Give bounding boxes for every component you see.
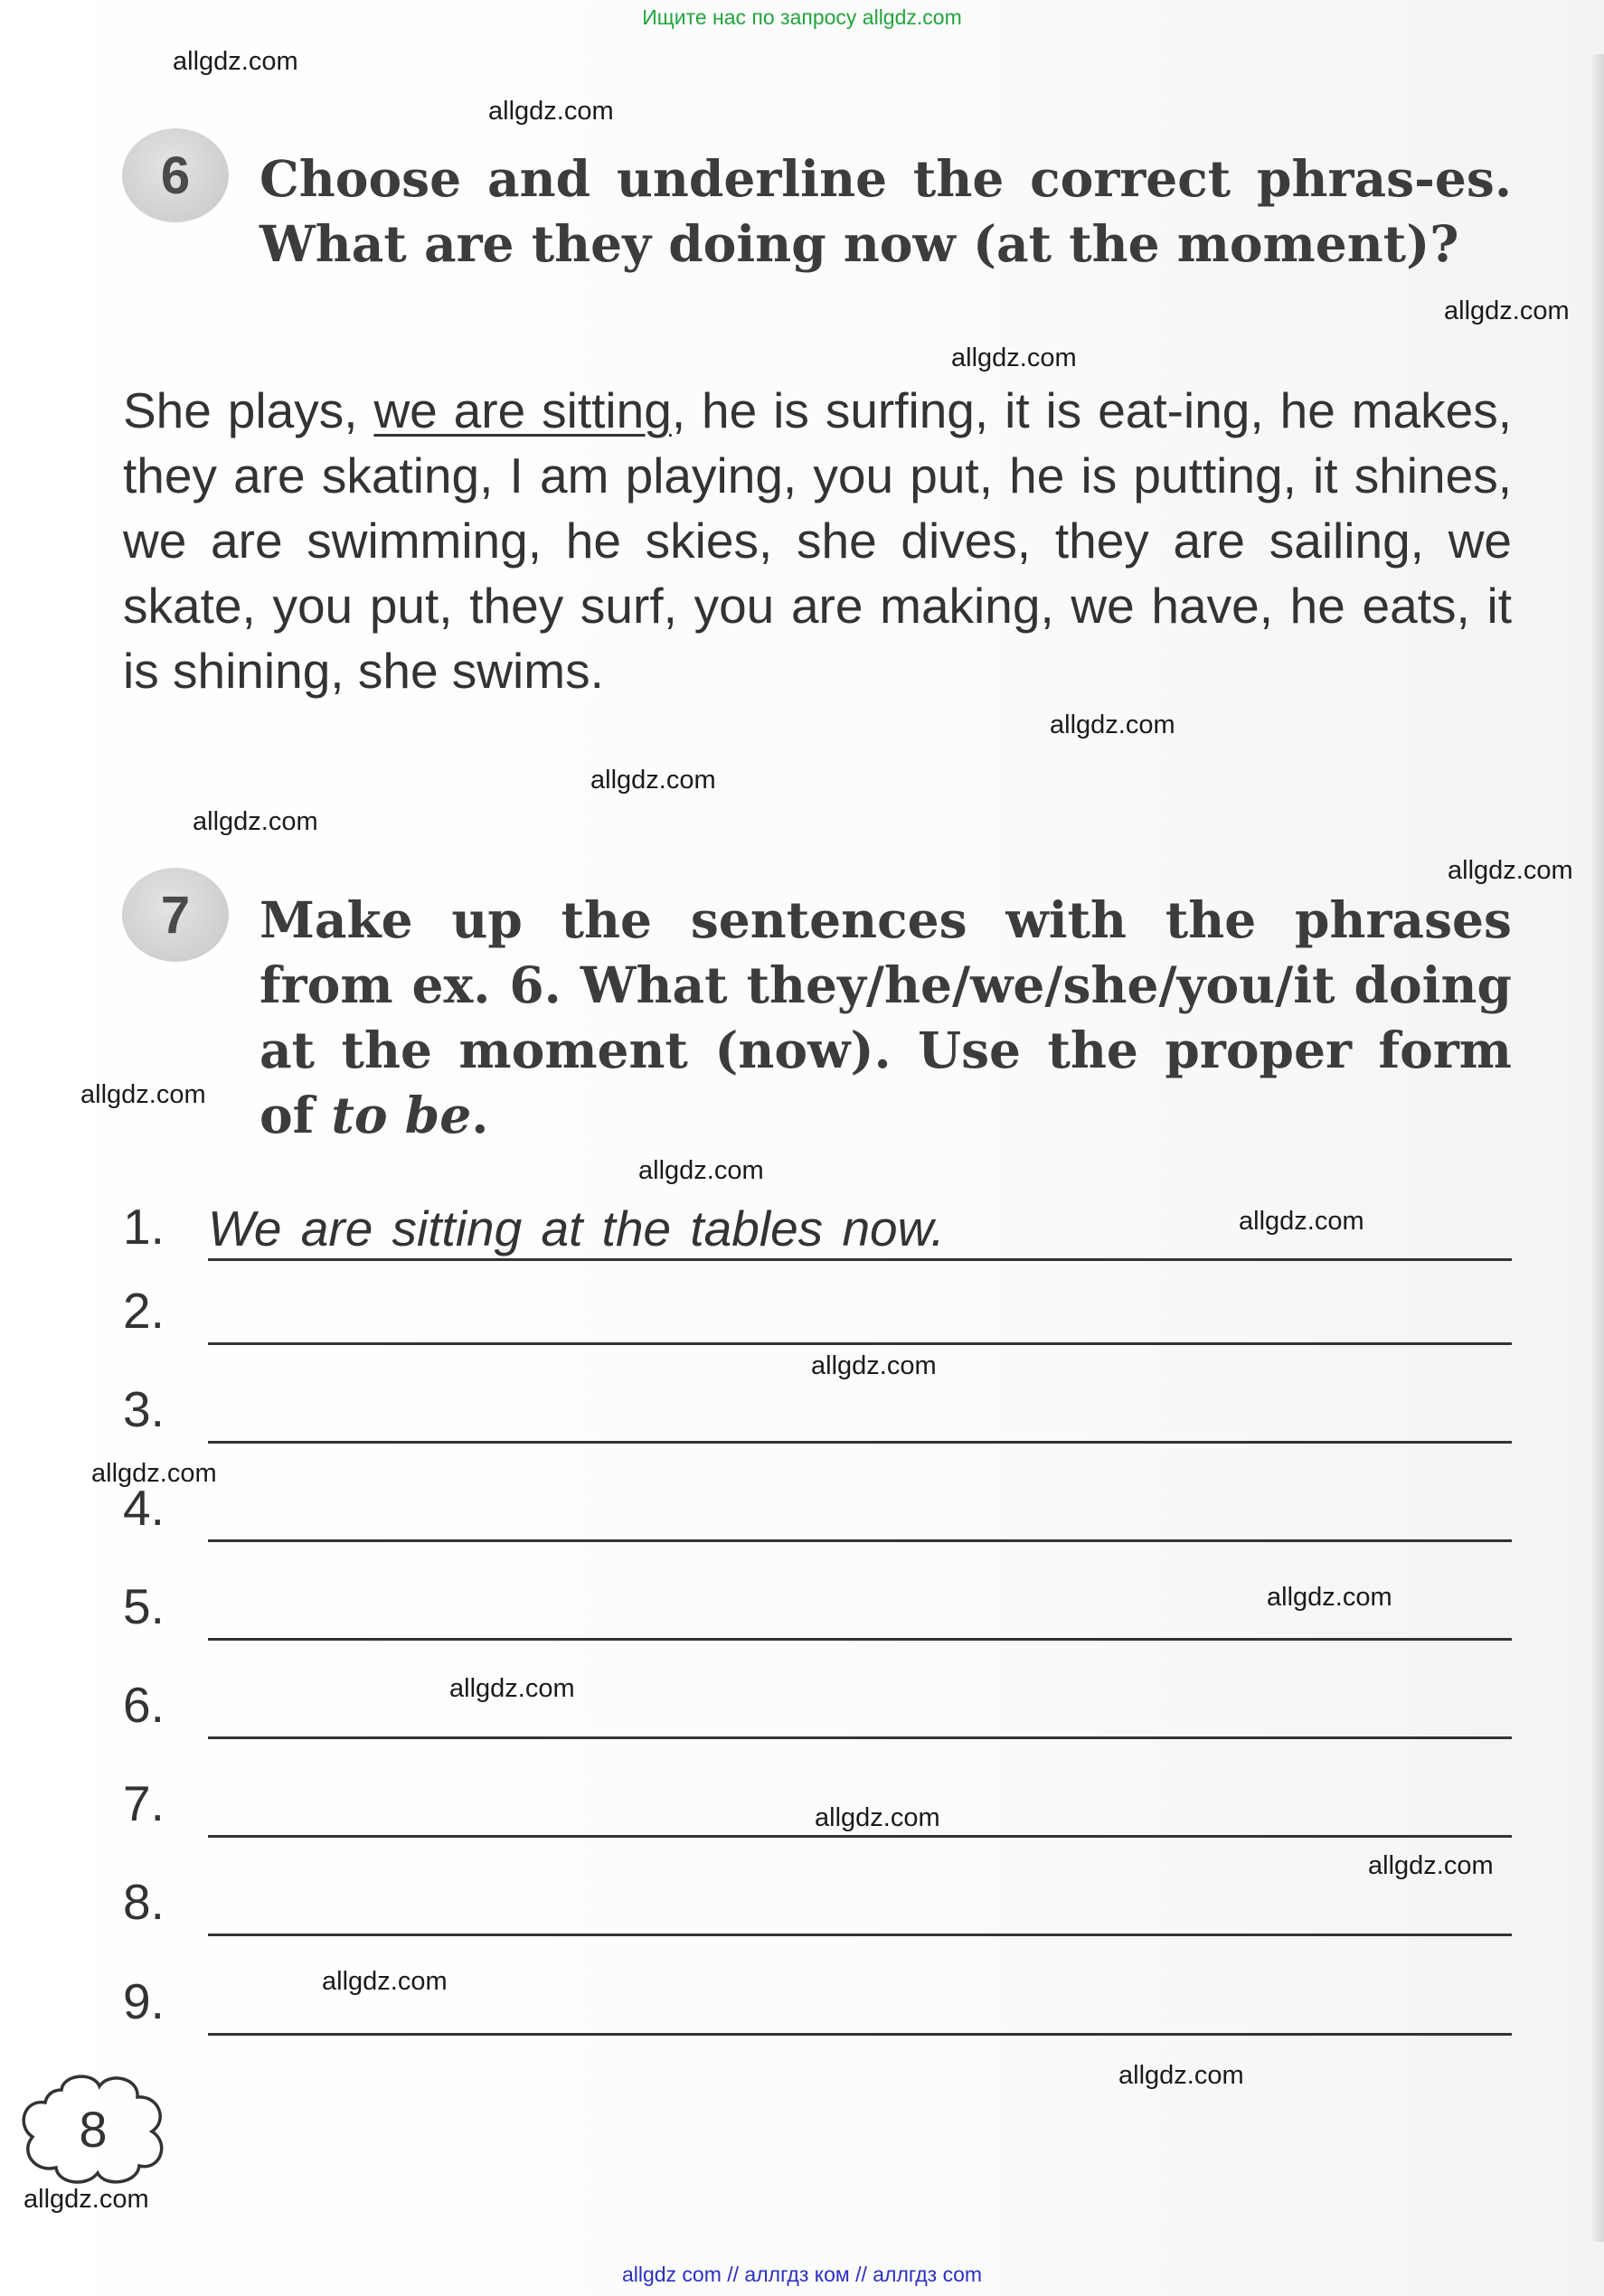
watermark: allgdz.com <box>1118 2061 1244 2090</box>
line-number: 4. <box>123 1480 165 1536</box>
watermark: allgdz.com <box>1444 296 1570 325</box>
watermark: allgdz.com <box>449 1674 575 1703</box>
write-rule <box>208 1539 1512 1542</box>
page-number: 8 <box>79 2100 108 2158</box>
page-edge-shadow <box>1591 54 1604 2242</box>
bottom-banner[interactable]: allgdz com // аллгдз ком // аллгдз com <box>621 2263 983 2286</box>
watermark: allgdz.com <box>951 343 1077 372</box>
watermark: allgdz.com <box>488 97 614 126</box>
line-number: 8. <box>123 1874 165 1930</box>
watermark: allgdz.com <box>590 766 716 795</box>
line-number: 3. <box>123 1381 165 1437</box>
watermark: allgdz.com <box>1267 1583 1392 1612</box>
exercise-6-phrases <box>123 378 1512 703</box>
exercise-7-badge: 7 <box>122 868 229 962</box>
answer-line[interactable] <box>123 1667 1512 1739</box>
watermark: allgdz.com <box>80 1080 206 1109</box>
write-rule <box>208 1835 1512 1838</box>
watermark: allgdz.com <box>322 1967 448 1996</box>
line-number: 6. <box>123 1677 165 1733</box>
phrases-rest: , he is surfing, it is eat-ing, he makes, they are skating, I am playing, you put, he is putting, it shines, we are swimming, he skies, she dives, they are sailing, we skate, you put, they surf, you are making, we have, he eats, it is shining, she swims. <box>123 382 1513 699</box>
write-rule <box>208 1258 1512 1261</box>
watermark: allgdz.com <box>1368 1851 1494 1880</box>
watermark: allgdz.com <box>173 47 298 76</box>
instruction-text: Make up the sentences with the phrases from ex. 6. What they/he/we/she/you/it doing at the moment (now). Use the proper form of <box>259 890 1512 1144</box>
answer-line[interactable] <box>123 1371 1512 1444</box>
watermark: allgdz.com <box>1448 856 1573 885</box>
watermark: allgdz.com <box>638 1156 764 1185</box>
exercise-6-badge: 6 <box>122 128 229 222</box>
phrases-start: She plays, <box>123 382 374 438</box>
line-number: 5. <box>123 1578 165 1634</box>
instruction-end: . <box>471 1086 489 1144</box>
line-number: 9. <box>123 1973 165 2029</box>
write-rule <box>208 1342 1512 1345</box>
exercise-6-instruction: Choose and underline the correct phras-es. What are they doing now (at the moment)? <box>259 149 1512 273</box>
page-number-badge <box>7 2070 179 2188</box>
line-number: 2. <box>123 1283 165 1339</box>
exercise-7-instruction <box>259 888 1512 1148</box>
watermark: allgdz.com <box>91 1459 217 1488</box>
instruction-italic: to be <box>331 1086 472 1144</box>
watermark: allgdz.com <box>193 807 318 836</box>
line-answer[interactable]: We are sitting at the tables now. <box>208 1200 945 1256</box>
answer-line[interactable] <box>123 1273 1512 1345</box>
write-rule <box>208 1736 1512 1739</box>
top-banner[interactable]: Ищите нас по запросу allgdz.com <box>642 5 962 29</box>
write-rule <box>208 1441 1512 1444</box>
watermark: allgdz.com <box>1050 710 1175 739</box>
watermark: allgdz.com <box>24 2185 149 2214</box>
write-rule <box>208 2033 1512 2036</box>
answer-line[interactable] <box>123 1864 1512 1936</box>
write-rule <box>208 1934 1512 1936</box>
write-rule <box>208 1638 1512 1641</box>
line-number: 7. <box>123 1775 165 1831</box>
watermark: allgdz.com <box>811 1351 937 1380</box>
line-number: 1. <box>123 1199 165 1255</box>
watermark: allgdz.com <box>1239 1207 1364 1236</box>
underlined-phrase: we are sitting <box>373 382 672 438</box>
answer-line[interactable] <box>123 1470 1512 1542</box>
watermark: allgdz.com <box>815 1803 940 1832</box>
